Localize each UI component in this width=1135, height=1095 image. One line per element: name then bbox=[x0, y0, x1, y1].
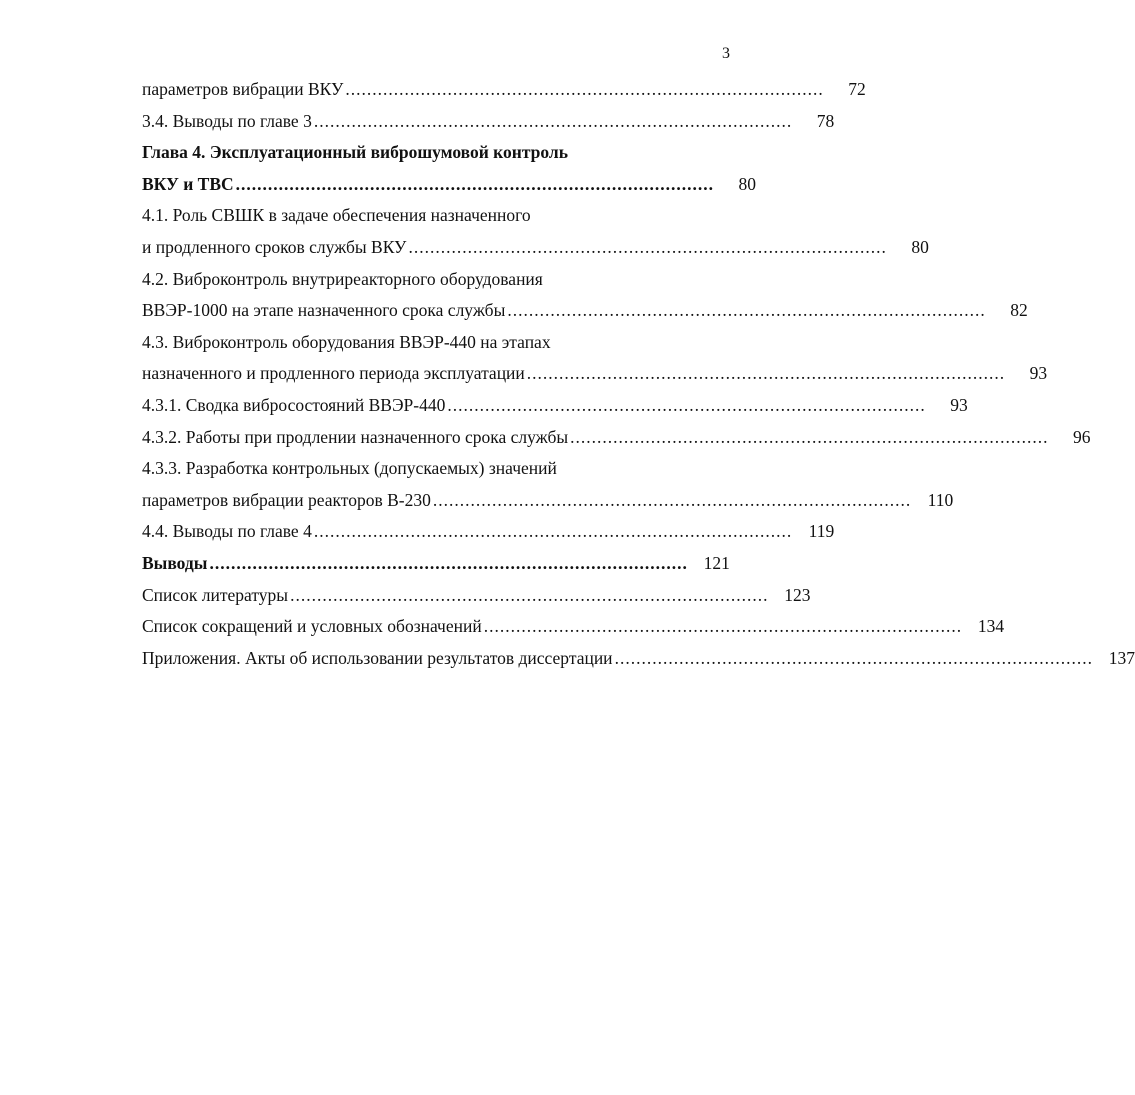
toc-entry-page: 93 bbox=[950, 394, 968, 415]
toc-entry-text: 4.4. Выводы по главе 4 bbox=[142, 521, 312, 542]
toc-entry-text: назначенного и продленного периода эксплуатации bbox=[142, 363, 525, 384]
toc-entry-page: 137 bbox=[1108, 647, 1135, 668]
toc-entry-page: 96 bbox=[1073, 426, 1091, 447]
toc-line bbox=[142, 74, 866, 106]
toc-line bbox=[142, 137, 716, 169]
dot-leader: ......................................................................................... bbox=[235, 173, 715, 194]
toc-line bbox=[142, 358, 1048, 390]
toc-line bbox=[142, 295, 1028, 327]
toc-line bbox=[142, 327, 716, 359]
toc-chapter-title: Глава 4. Эксплуатационный виброшумовой контроль bbox=[142, 142, 568, 163]
toc-line bbox=[142, 390, 968, 422]
dot-leader: ......................................................................................... bbox=[526, 363, 1006, 384]
toc-entry-text: и продленного сроков службы ВКУ bbox=[142, 236, 407, 257]
dot-leader: ......................................................................................... bbox=[447, 394, 926, 415]
toc-line bbox=[142, 516, 835, 548]
dot-leader: ......................................................................................... bbox=[483, 616, 963, 637]
dot-leader: ......................................................................................... bbox=[408, 236, 887, 257]
toc-entry-text: 4.1. Роль СВШК в задаче обеспечения назначенного bbox=[142, 205, 531, 226]
toc-line bbox=[142, 422, 1091, 454]
dot-leader: ......................................................................................... bbox=[614, 647, 1093, 668]
toc-entry-text: параметров вибрации ВКУ bbox=[142, 79, 344, 99]
toc-entry-page: 82 bbox=[1010, 300, 1028, 321]
page-number: 3 bbox=[722, 45, 730, 62]
toc-entry-text: Приложения. Акты об использовании результатов диссертации bbox=[142, 647, 613, 668]
toc-entry-page: 93 bbox=[1029, 363, 1048, 384]
toc-line bbox=[142, 548, 730, 580]
toc-line bbox=[142, 485, 954, 517]
toc-line bbox=[142, 200, 716, 232]
toc-entry-page: 80 bbox=[911, 236, 929, 257]
toc-entry-text: 3.4. Выводы по главе 3 bbox=[142, 110, 312, 131]
toc-line bbox=[142, 611, 1005, 643]
toc-entry-text: Список сокращений и условных обозначений bbox=[142, 616, 482, 637]
toc-entry-text: 4.3.1. Сводка вибросостояний ВВЭР-440 bbox=[142, 394, 446, 415]
dot-leader: ......................................................................................... bbox=[313, 110, 793, 131]
toc-entry-text: Выводы bbox=[142, 552, 208, 573]
toc-line bbox=[142, 453, 716, 485]
table-of-contents bbox=[142, 74, 1135, 674]
dot-leader: ......................................................................................... bbox=[432, 489, 912, 510]
toc-entry-page: 110 bbox=[927, 489, 954, 510]
dot-leader: ......................................................................................... bbox=[313, 521, 793, 542]
toc-entry-page: 80 bbox=[738, 173, 757, 194]
toc-entry-text: ВВЭР-1000 на этапе назначенного срока службы bbox=[142, 300, 506, 321]
dot-leader: ......................................................................................... bbox=[290, 584, 769, 605]
toc-entry-page: 123 bbox=[784, 584, 811, 605]
toc-entry-page: 121 bbox=[703, 552, 730, 573]
toc-line bbox=[142, 643, 1135, 675]
toc-line bbox=[142, 169, 757, 201]
toc-entry-text: параметров вибрации реакторов В-230 bbox=[142, 489, 431, 510]
toc-entry-text: ВКУ и ТВС bbox=[142, 173, 234, 194]
dot-leader: ......................................................................................... bbox=[209, 552, 688, 573]
toc-line bbox=[142, 580, 811, 612]
toc-entry-text: 4.2. Виброконтроль внутриреакторного оборудования bbox=[142, 268, 543, 289]
toc-entry-text: 4.3.3. Разработка контрольных (допускаемых) значений bbox=[142, 458, 557, 479]
toc-line bbox=[142, 264, 716, 296]
toc-entry-text: 4.3.2. Работы при продлении назначенного срока службы bbox=[142, 426, 569, 447]
toc-line bbox=[142, 106, 835, 138]
toc-entry-page: 72 bbox=[848, 79, 866, 99]
dot-leader: ......................................................................................... bbox=[570, 426, 1049, 447]
toc-entry-text: 4.3. Виброконтроль оборудования ВВЭР-440 на этапах bbox=[142, 331, 551, 352]
toc-entry-page: 78 bbox=[816, 110, 835, 131]
dot-leader: ......................................................................................... bbox=[507, 300, 986, 321]
toc-line bbox=[142, 232, 929, 264]
toc-entry-text: Список литературы bbox=[142, 584, 289, 605]
toc-entry-page: 119 bbox=[808, 521, 835, 542]
toc-entry-page: 134 bbox=[977, 616, 1005, 637]
dot-leader: ......................................................................................... bbox=[345, 79, 824, 99]
